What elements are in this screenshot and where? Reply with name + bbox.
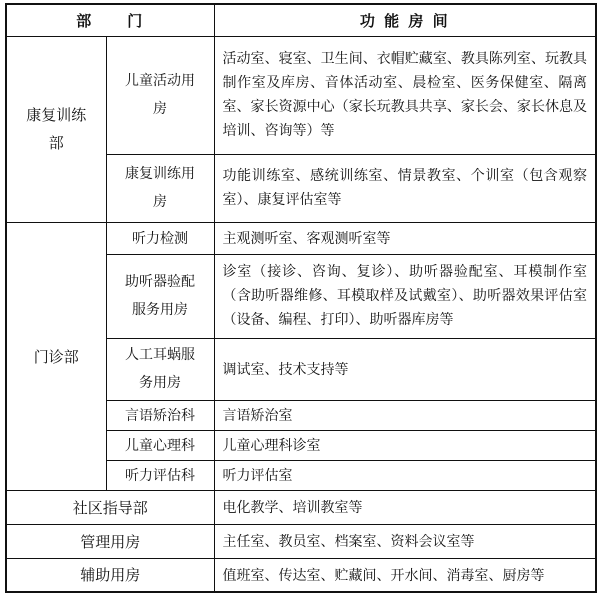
rooms-cell: 电化教学、培训教室等: [214, 490, 596, 524]
sub-dept: 康复训练用房: [106, 154, 214, 222]
rooms-cell: 儿童心理科诊室: [214, 430, 596, 460]
dept-management: 管理用房: [6, 524, 214, 558]
sub-dept: 言语矫治科: [106, 400, 214, 430]
dept-rehab: 康复训练部: [6, 36, 106, 222]
table-row: [6, 490, 596, 524]
rooms-cell: 诊室（接诊、咨询、复诊）、助听器验配室、耳模制作室（含助听器维修、耳模取样及试戴室）、助听器效果评估室（设备、编程、打印）、助听器库房等: [214, 254, 596, 338]
rooms-cell: 功能训练室、感统训练室、情景教室、个训室（包含观察室）、康复评估室等: [214, 154, 596, 222]
dept-auxiliary: 辅助用房: [6, 558, 214, 592]
table-row: [6, 36, 596, 154]
rooms-cell: 主观测听室、客观测听室等: [214, 222, 596, 254]
table-row: [6, 558, 596, 592]
rooms-cell: 主任室、教员室、档案室、资料会议室等: [214, 524, 596, 558]
table-row: [6, 524, 596, 558]
header-dept: 部 门: [6, 4, 214, 36]
rooms-cell: 值班室、传达室、贮藏间、开水间、消毒室、厨房等: [214, 558, 596, 592]
rooms-cell: 听力评估室: [214, 460, 596, 490]
sub-dept: 儿童心理科: [106, 430, 214, 460]
header-function: 功 能 房 间: [214, 4, 596, 36]
rooms-cell: 言语矫治室: [214, 400, 596, 430]
table-row: [6, 222, 596, 254]
sub-dept: 人工耳蜗服务用房: [106, 338, 214, 400]
dept-clinic: 门诊部: [6, 222, 106, 490]
sub-dept: 助听器验配服务用房: [106, 254, 214, 338]
rooms-cell: 活动室、寝室、卫生间、衣帽贮藏室、教具陈列室、玩教具制作室及库房、音体活动室、晨检室、医务保健室、隔离室、家长资源中心（家长玩教具共享、家长会、家长休息及培训、咨询等）等: [214, 36, 596, 154]
header-row: [6, 4, 596, 36]
sub-dept: 听力检测: [106, 222, 214, 254]
dept-community: 社区指导部: [6, 490, 214, 524]
department-function-table: [5, 3, 597, 593]
sub-dept: 儿童活动用房: [106, 36, 214, 154]
rooms-cell: 调试室、技术支持等: [214, 338, 596, 400]
sub-dept: 听力评估科: [106, 460, 214, 490]
